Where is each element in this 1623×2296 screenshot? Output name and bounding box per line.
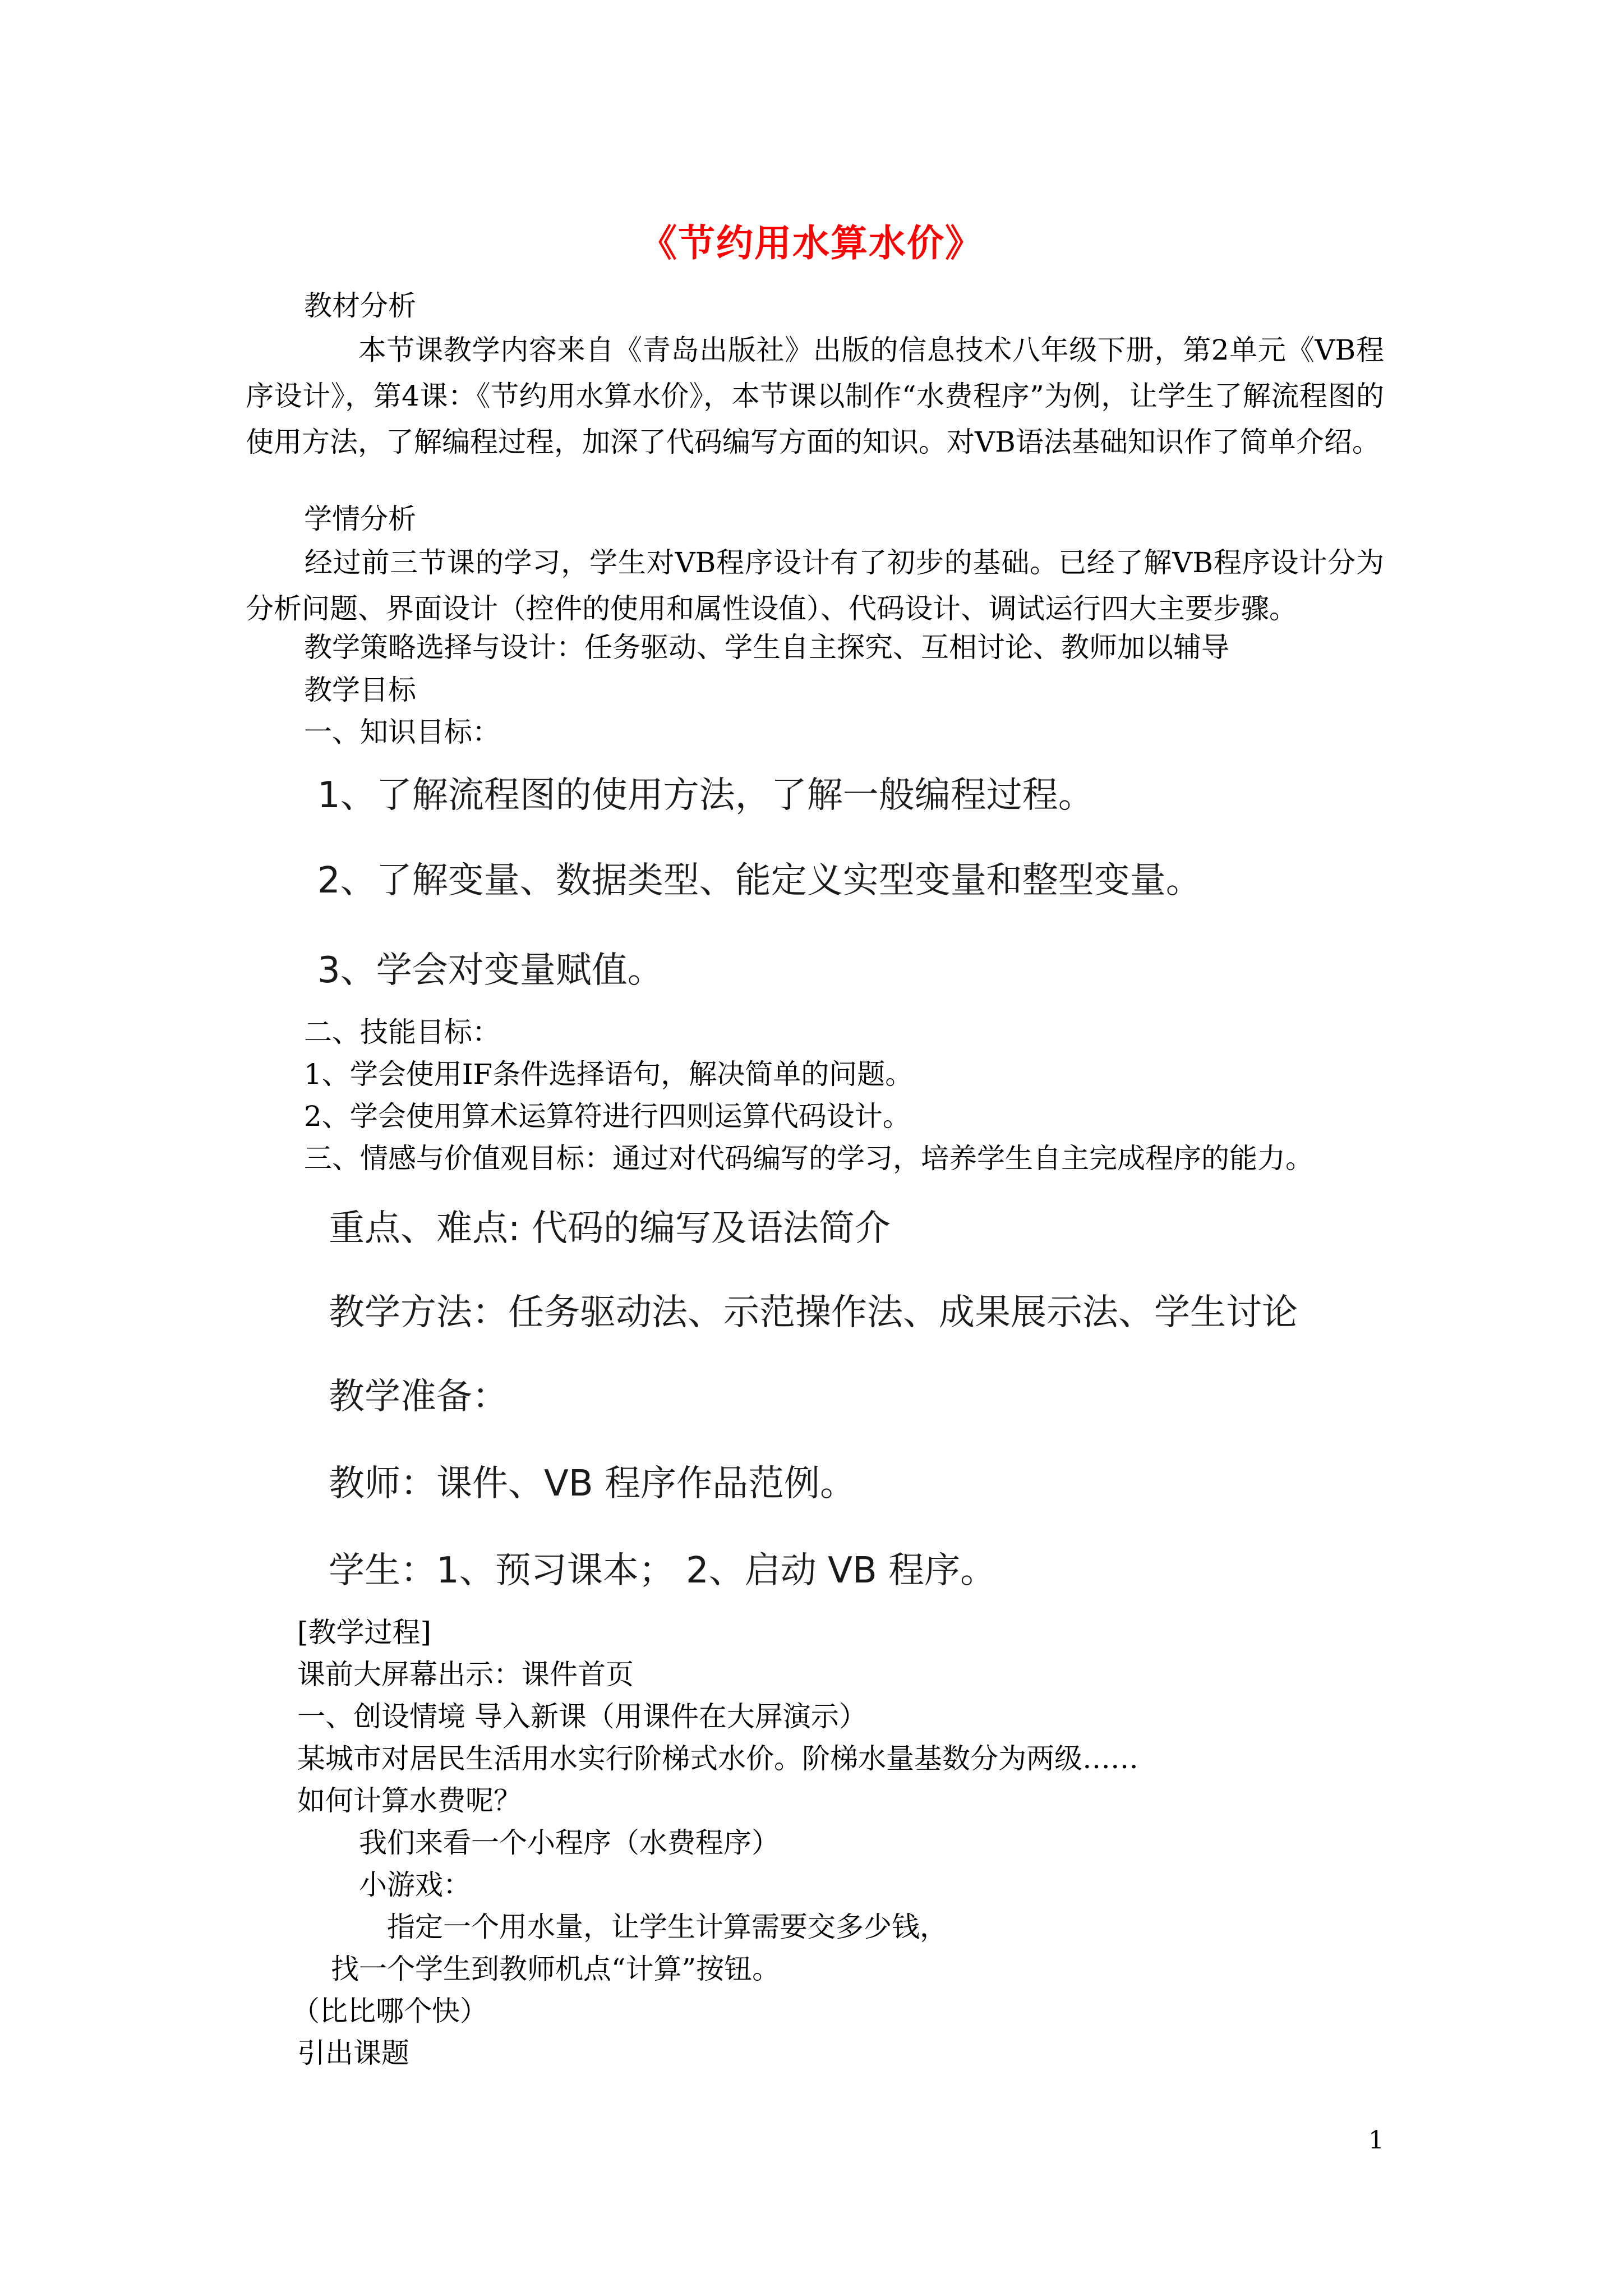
- teaching-strategy: 教学策略选择与设计：任务驱动、学生自主探究、互相讨论、教师加以辅导: [304, 631, 1229, 664]
- objectives-heading: 教学目标: [304, 674, 416, 706]
- skills-item-1: 1、学会使用IF条件选择语句，解决简单的问题。: [304, 1058, 914, 1091]
- process-line: 如何计算水费呢？: [297, 1784, 522, 1817]
- learner-analysis-body: [246, 540, 1384, 632]
- knowledge-heading: 一、知识目标：: [304, 716, 500, 748]
- process-line: 指定一个用水量，让学生计算需要交多少钱，: [387, 1911, 948, 1943]
- material-analysis-body: [246, 327, 1384, 465]
- teacher-preparation: 教师：课件、VB 程序作品范例。: [329, 1463, 856, 1504]
- knowledge-item-3: 3、学会对变量赋值。: [317, 950, 663, 991]
- process-line: 一、创设情境 导入新课（用课件在大屏演示）: [297, 1700, 867, 1733]
- learner-analysis-heading: 学情分析: [304, 503, 416, 535]
- process-line: 我们来看一个小程序（水费程序）: [359, 1826, 780, 1859]
- learner-analysis-text: 经过前三节课的学习，学生对VB程序设计有了初步的基础。已经了解VB程序设计分为分析问题、界面设计（控件的使用和属性设值）、代码设计、调试运行四大主要步骤。: [246, 546, 1384, 625]
- process-line: 引出课题: [297, 2037, 409, 2069]
- teaching-preparation: 教学准备：: [329, 1376, 508, 1418]
- teaching-methods: 教学方法：任务驱动法、示范操作法、成果展示法、学生讨论: [329, 1292, 1298, 1333]
- process-line: 小游戏：: [359, 1869, 471, 1901]
- process-line: 某城市对居民生活用水实行阶梯式水价。阶梯水量基数分为两级……: [297, 1742, 1138, 1775]
- skills-heading: 二、技能目标：: [304, 1016, 500, 1048]
- knowledge-item-1: 1、了解流程图的使用方法，了解一般编程过程。: [317, 775, 1094, 816]
- process-line: 找一个学生到教师机点“计算”按钮。: [331, 1953, 781, 1985]
- material-analysis-heading: 教材分析: [304, 289, 416, 322]
- skills-item-2: 2、学会使用算术运算符进行四则运算代码设计。: [304, 1100, 911, 1133]
- emotion-objective: 三、情感与价值观目标：通过对代码编写的学习，培养学生自主完成程序的能力。: [304, 1142, 1313, 1175]
- page-number: 1: [1368, 2126, 1384, 2155]
- student-preparation: 学生：1、预习课本； 2、启动 VB 程序。: [329, 1550, 997, 1591]
- knowledge-item-2: 2、了解变量、数据类型、能定义实型变量和整型变量。: [317, 860, 1202, 901]
- material-analysis-text: 本节课教学内容来自《青岛出版社》出版的信息技术八年级下册，第2单元《VB程序设计》，第4课：《节约用水算水价》，本节课以制作“水费程序”为例，让学生了解流程图的使用方法，了解编程过程，加深了代码编写方面的知识。对VB语法基础知识作了简单介绍。: [246, 334, 1384, 458]
- key-points: 重点、难点: 代码的编写及语法简介: [329, 1208, 891, 1249]
- document-title: 《节约用水算水价》: [640, 221, 983, 265]
- process-line: 课前大屏幕出示：课件首页: [297, 1658, 634, 1691]
- process-heading: [教学过程]: [297, 1616, 432, 1649]
- process-line: （比比哪个快）: [292, 1995, 488, 2027]
